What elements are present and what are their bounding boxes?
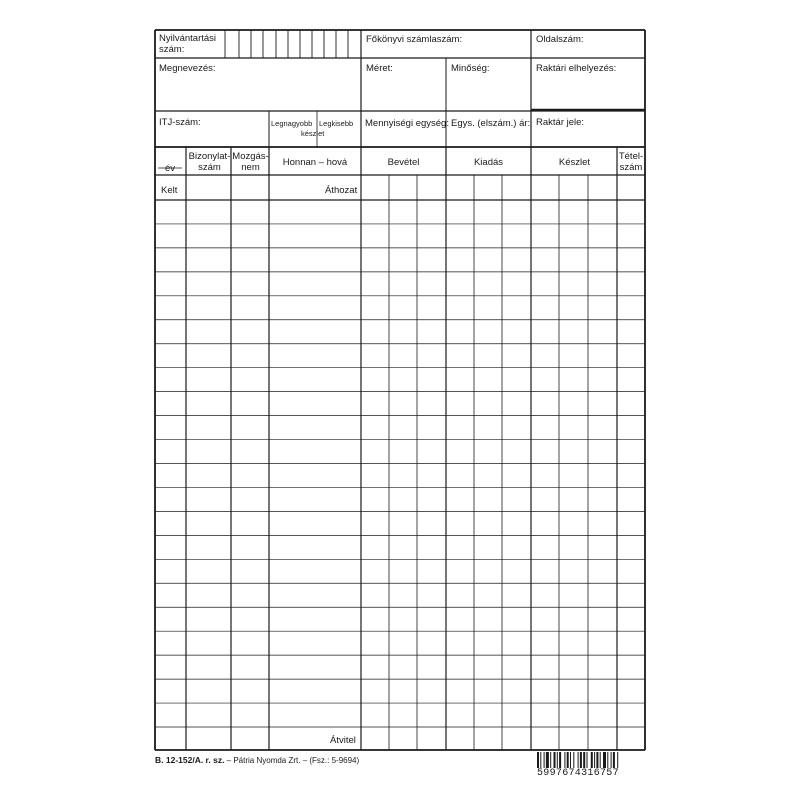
mennyisegi-egyseg-label: Mennyiségi egység: [365, 118, 449, 129]
barcode-bar [557, 752, 558, 768]
barcode-bar [587, 752, 588, 768]
barcode-bar [594, 752, 595, 768]
itj-szam-label: ITJ-szám: [159, 117, 201, 128]
barcode-bar [540, 752, 541, 768]
legkisebb-label: Legkisebb [319, 119, 354, 128]
barcode-bar [596, 752, 598, 768]
barcode-image [537, 752, 649, 768]
barcode-bar [570, 752, 571, 768]
barcode-bar [607, 752, 608, 768]
barcode-bar [564, 752, 565, 768]
form-code: B. 12-152/A. r. sz. [155, 755, 225, 765]
barcode-bar [600, 752, 601, 768]
ev-label: év [165, 163, 176, 174]
barcode-bar [537, 752, 539, 768]
oldalszam-label: Oldalszám: [536, 34, 584, 45]
barcode-bar [554, 752, 556, 768]
barcode-bar [591, 752, 593, 768]
form-footer [155, 755, 359, 765]
mozgasnem-label: Mozgás- nem [232, 151, 269, 173]
barcode-bar [583, 752, 585, 768]
megnevezes-label: Megnevezés: [159, 63, 216, 74]
bizonylat-szam-label: Bizonylat- szám [188, 151, 231, 173]
nyilvantartasi-szam-label: Nyilvántartási szám: [159, 33, 217, 55]
athozat-label: Áthozat [325, 185, 358, 196]
barcode-bar [617, 752, 618, 768]
kiadas-label: Kiadás [473, 157, 504, 168]
egys-ar-label: Egys. (elszám.) ár: [451, 118, 531, 129]
barcode-bar [611, 752, 612, 768]
barcode-bar [546, 752, 549, 768]
barcode-bar [567, 752, 569, 768]
barcode-bar [544, 752, 545, 768]
barcode-bar [550, 752, 551, 768]
meret-label: Méret: [366, 63, 393, 74]
barcode-bar [613, 752, 615, 768]
publisher-text: – Pátria Nyomda Zrt. – (Fsz.: 5-9694) [224, 756, 360, 765]
barcode-bar [578, 752, 579, 768]
barcode-number: 5997674316757 [537, 768, 619, 779]
keszlet-label: Készlet [558, 157, 591, 168]
tetelszam-label: Tétel- szám [618, 151, 644, 173]
legnagyobb-label: Legnagyobb [271, 119, 313, 128]
atvitel-label: Átvitel [330, 735, 356, 746]
keszlet-sub-label: készlet [301, 129, 325, 138]
minoseg-label: Minőség: [451, 63, 490, 74]
barcode-bar [580, 752, 582, 768]
raktari-elhelyezes-label: Raktári elhelyezés: [536, 63, 617, 74]
barcode-bar [573, 752, 574, 768]
fokonyvi-szamlaszam-label: Főkönyvi számlaszám: [366, 34, 463, 45]
honnan-hova-label: Honnan – hová [282, 157, 348, 168]
kelt-label: Kelt [161, 185, 178, 196]
barcode-bar [603, 752, 606, 768]
bevetel-label: Bevétel [387, 157, 420, 168]
barcode-bar [559, 752, 561, 768]
raktar-jele-label: Raktár jele: [536, 117, 585, 128]
